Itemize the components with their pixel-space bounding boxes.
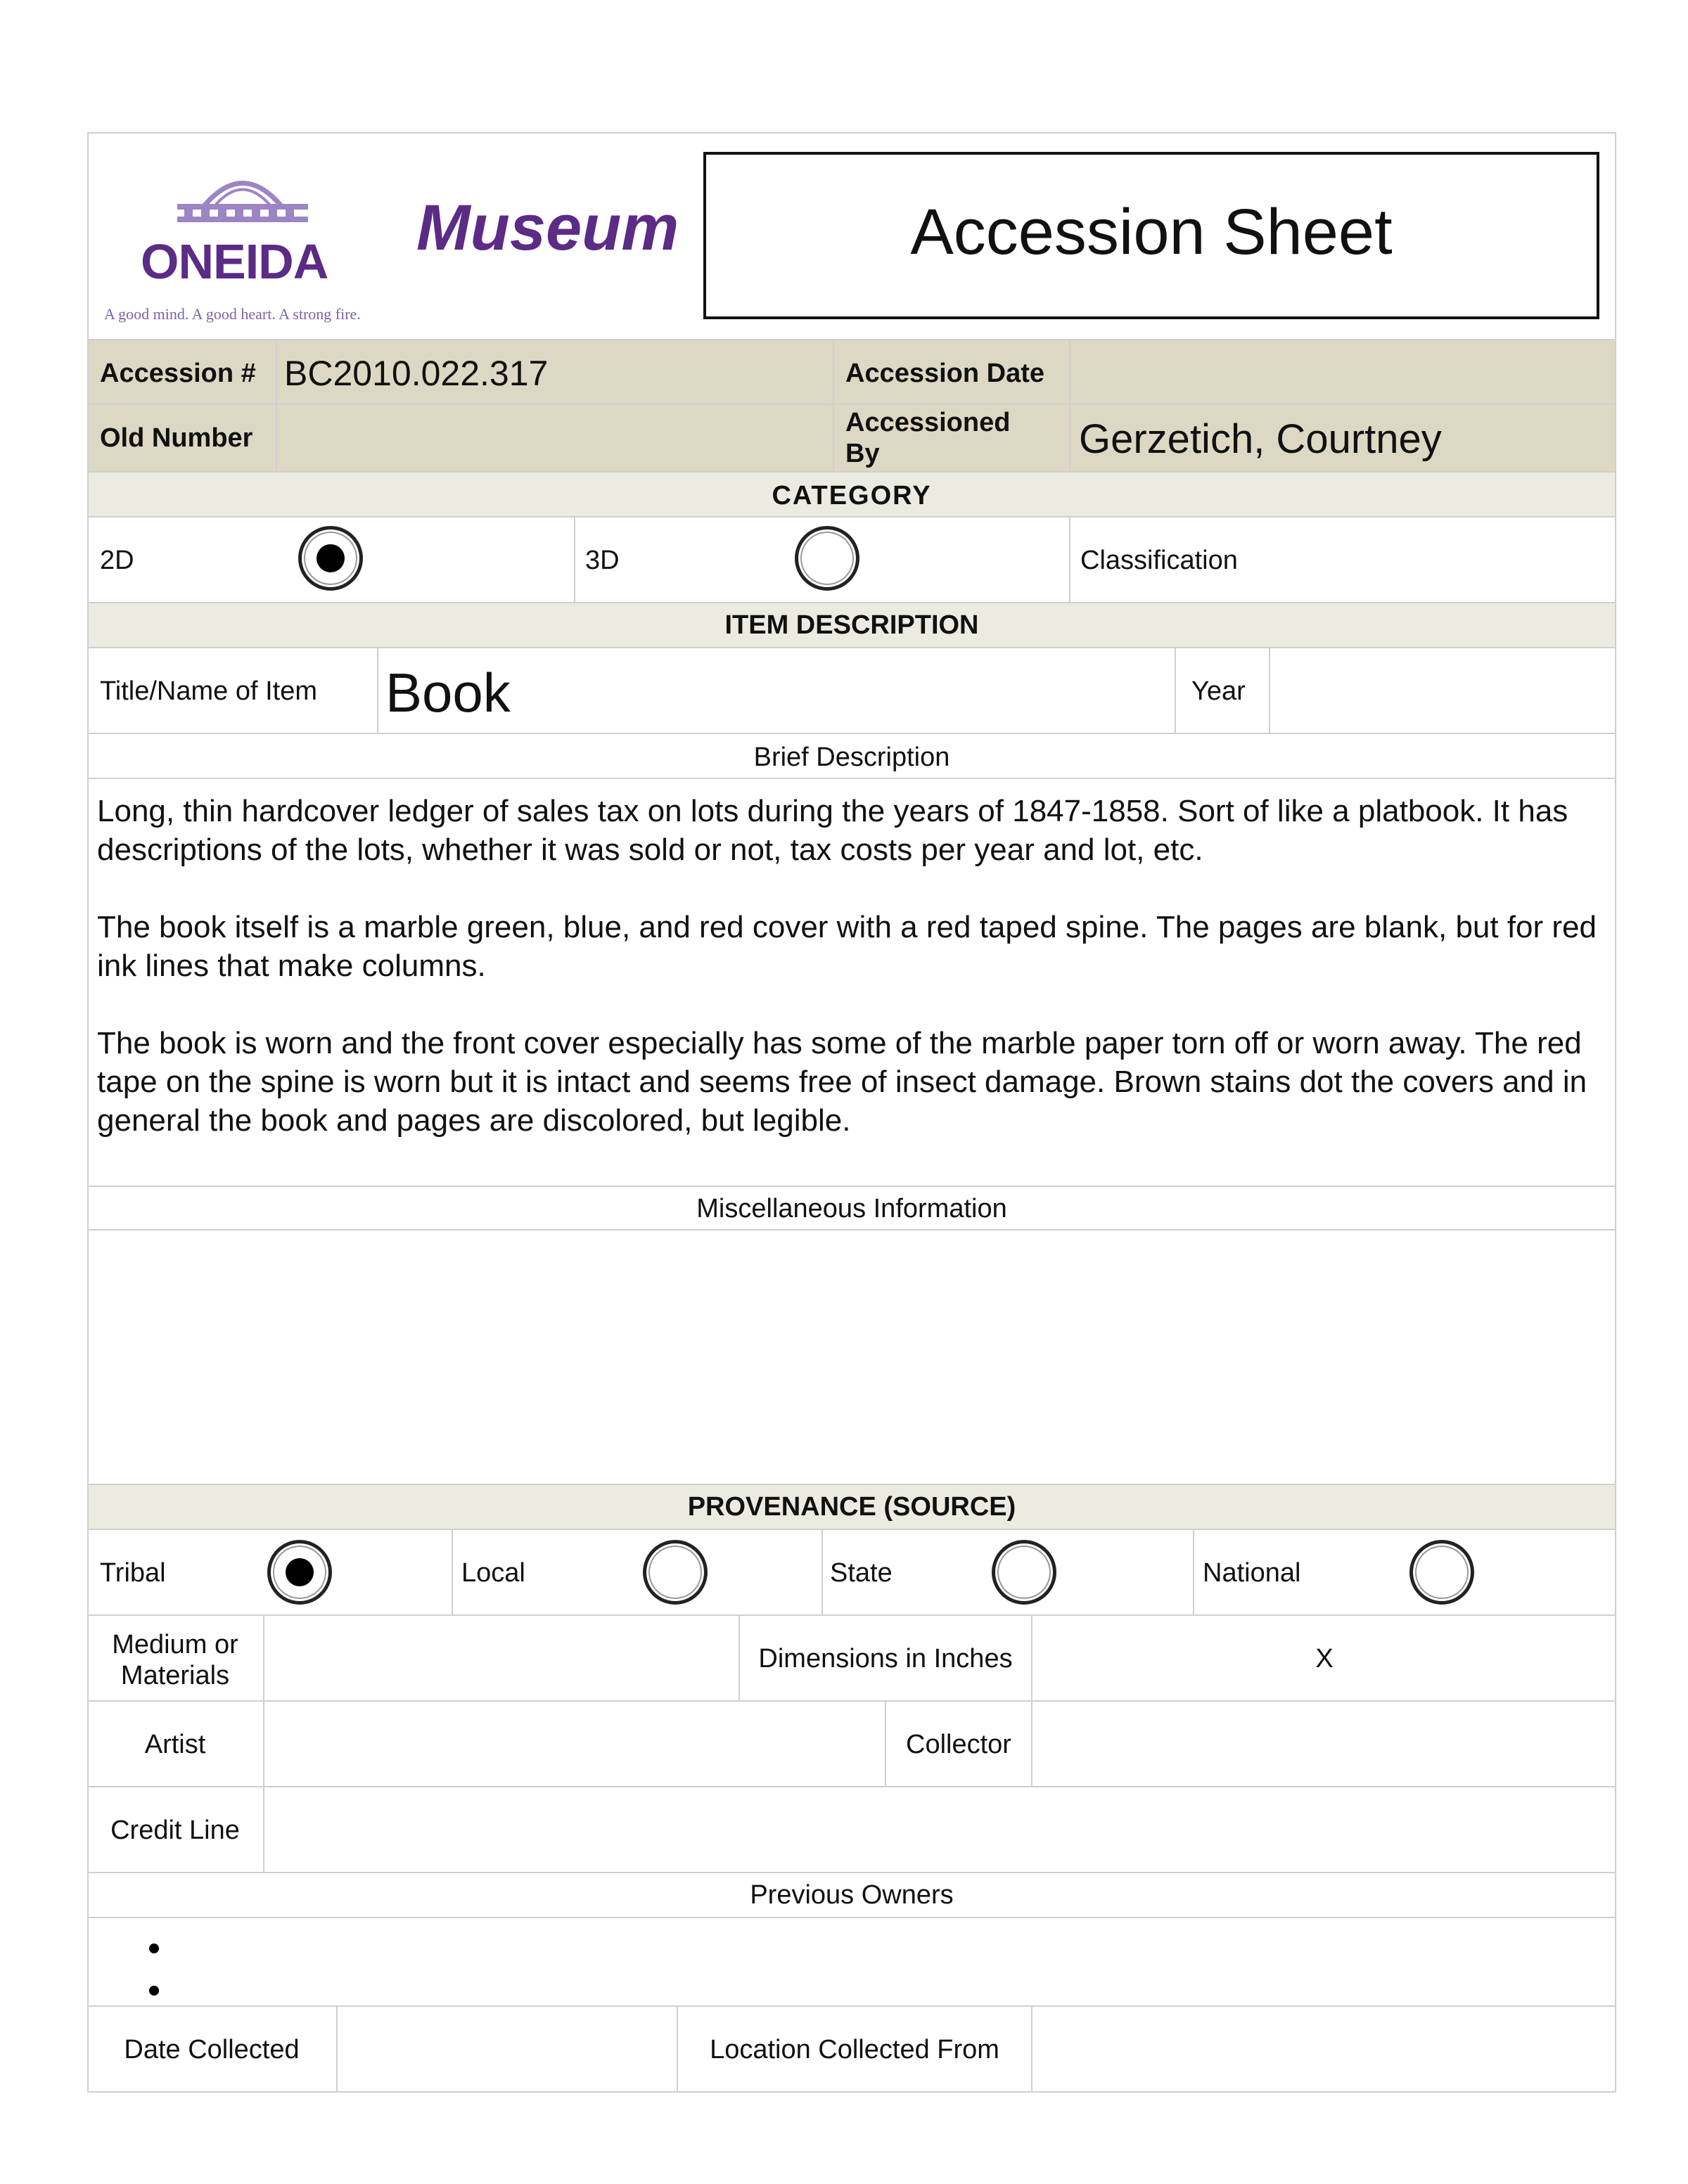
location-collected-label: Location Collected From <box>710 2035 999 2064</box>
brief-description-text[interactable] <box>97 792 1602 1178</box>
location-collected-field[interactable] <box>1032 2007 1616 2091</box>
category-heading: CATEGORY <box>772 481 932 510</box>
provenance-state-label: State <box>830 1558 893 1588</box>
provenance-tribal-label: Tribal <box>100 1558 166 1588</box>
misc-information-field[interactable] <box>97 1242 1602 1474</box>
year-label: Year <box>1191 676 1246 706</box>
accession-number-value[interactable]: BC2010.022.317 <box>284 354 549 393</box>
brief-description-paragraph: Long, thin hardcover ledger of sales tax on lots during the years of 1847-1858. Sort of like a platbook. It has descriptions of the lots, whether it was sold or not, tax costs per year and lot, etc. <box>97 794 1568 867</box>
brief-description-label: Brief Description <box>753 743 950 772</box>
medium-materials-field[interactable] <box>264 1616 738 1699</box>
artist-field[interactable] <box>264 1702 885 1785</box>
provenance-state-radio[interactable] <box>992 1540 1056 1605</box>
radio-selected-dot <box>286 1558 314 1586</box>
provenance-tribal-radio[interactable] <box>267 1540 332 1605</box>
medium-materials-label: Medium or <box>112 1630 238 1659</box>
previous-owners-label: Previous Owners <box>750 1880 954 1910</box>
accessioned-by-label: Accessioned <box>845 408 1011 437</box>
list-item-bullet <box>149 1944 159 1953</box>
previous-owners-list[interactable] <box>89 1918 1615 2004</box>
collector-label: Collector <box>906 1730 1011 1759</box>
list-item-bullet <box>149 1986 159 1996</box>
title-name-value[interactable]: Book <box>385 662 511 724</box>
date-collected-field[interactable] <box>338 2007 677 2091</box>
accessioned-by-label-2: By <box>845 439 880 468</box>
page-title: Accession Sheet <box>910 196 1393 268</box>
radio-selected-dot <box>316 544 345 572</box>
provenance-heading: PROVENANCE (SOURCE) <box>687 1492 1016 1522</box>
logo-wordmark: ONEIDA <box>141 234 328 289</box>
provenance-local-label: Local <box>461 1558 525 1588</box>
date-collected-label: Date Collected <box>124 2035 300 2064</box>
accession-number-label: Accession # <box>100 359 256 388</box>
dimensions-label: Dimensions in Inches <box>758 1644 1013 1674</box>
old-number-label: Old Number <box>100 423 253 453</box>
category-3d-label: 3D <box>585 546 620 575</box>
item-description-heading: ITEM DESCRIPTION <box>724 610 979 640</box>
credit-line-label: Credit Line <box>110 1816 240 1845</box>
classification-label: Classification <box>1080 546 1238 575</box>
logo-tagline: A good mind. A good heart. A strong fire. <box>104 305 361 323</box>
title-name-label: Title/Name of Item <box>100 676 318 706</box>
brief-description-paragraph: The book itself is a marble green, blue, and red cover with a red taped spine. The pages are blank, but for red ink lines that make columns. <box>97 910 1597 983</box>
provenance-national-radio[interactable] <box>1409 1540 1474 1605</box>
provenance-national-label: National <box>1203 1558 1301 1588</box>
credit-line-field[interactable] <box>264 1787 1616 1870</box>
misc-information-label: Miscellaneous Information <box>696 1194 1007 1223</box>
accessioned-by-value[interactable]: Gerzetich, Courtney <box>1079 416 1442 462</box>
accession-date-label: Accession Date <box>845 359 1045 388</box>
artist-label: Artist <box>144 1730 206 1759</box>
brief-description-paragraph: The book is worn and the front cover especially has some of the marble paper torn off or worn away. The red tape on the spine is worn but it is intact and seems free of insect damage. Brown stains dot the covers and in general the book and pages are discolored, but legible. <box>97 1026 1587 1138</box>
collector-field[interactable] <box>1032 1702 1616 1785</box>
provenance-local-radio[interactable] <box>643 1540 708 1605</box>
category-2d-label: 2D <box>100 546 134 575</box>
museum-label: Museum <box>416 192 679 264</box>
category-2d-radio[interactable] <box>298 526 363 591</box>
category-3d-radio[interactable] <box>795 526 859 591</box>
medium-materials-label-2: Materials <box>120 1661 230 1690</box>
dimensions-separator[interactable]: X <box>1315 1644 1334 1674</box>
